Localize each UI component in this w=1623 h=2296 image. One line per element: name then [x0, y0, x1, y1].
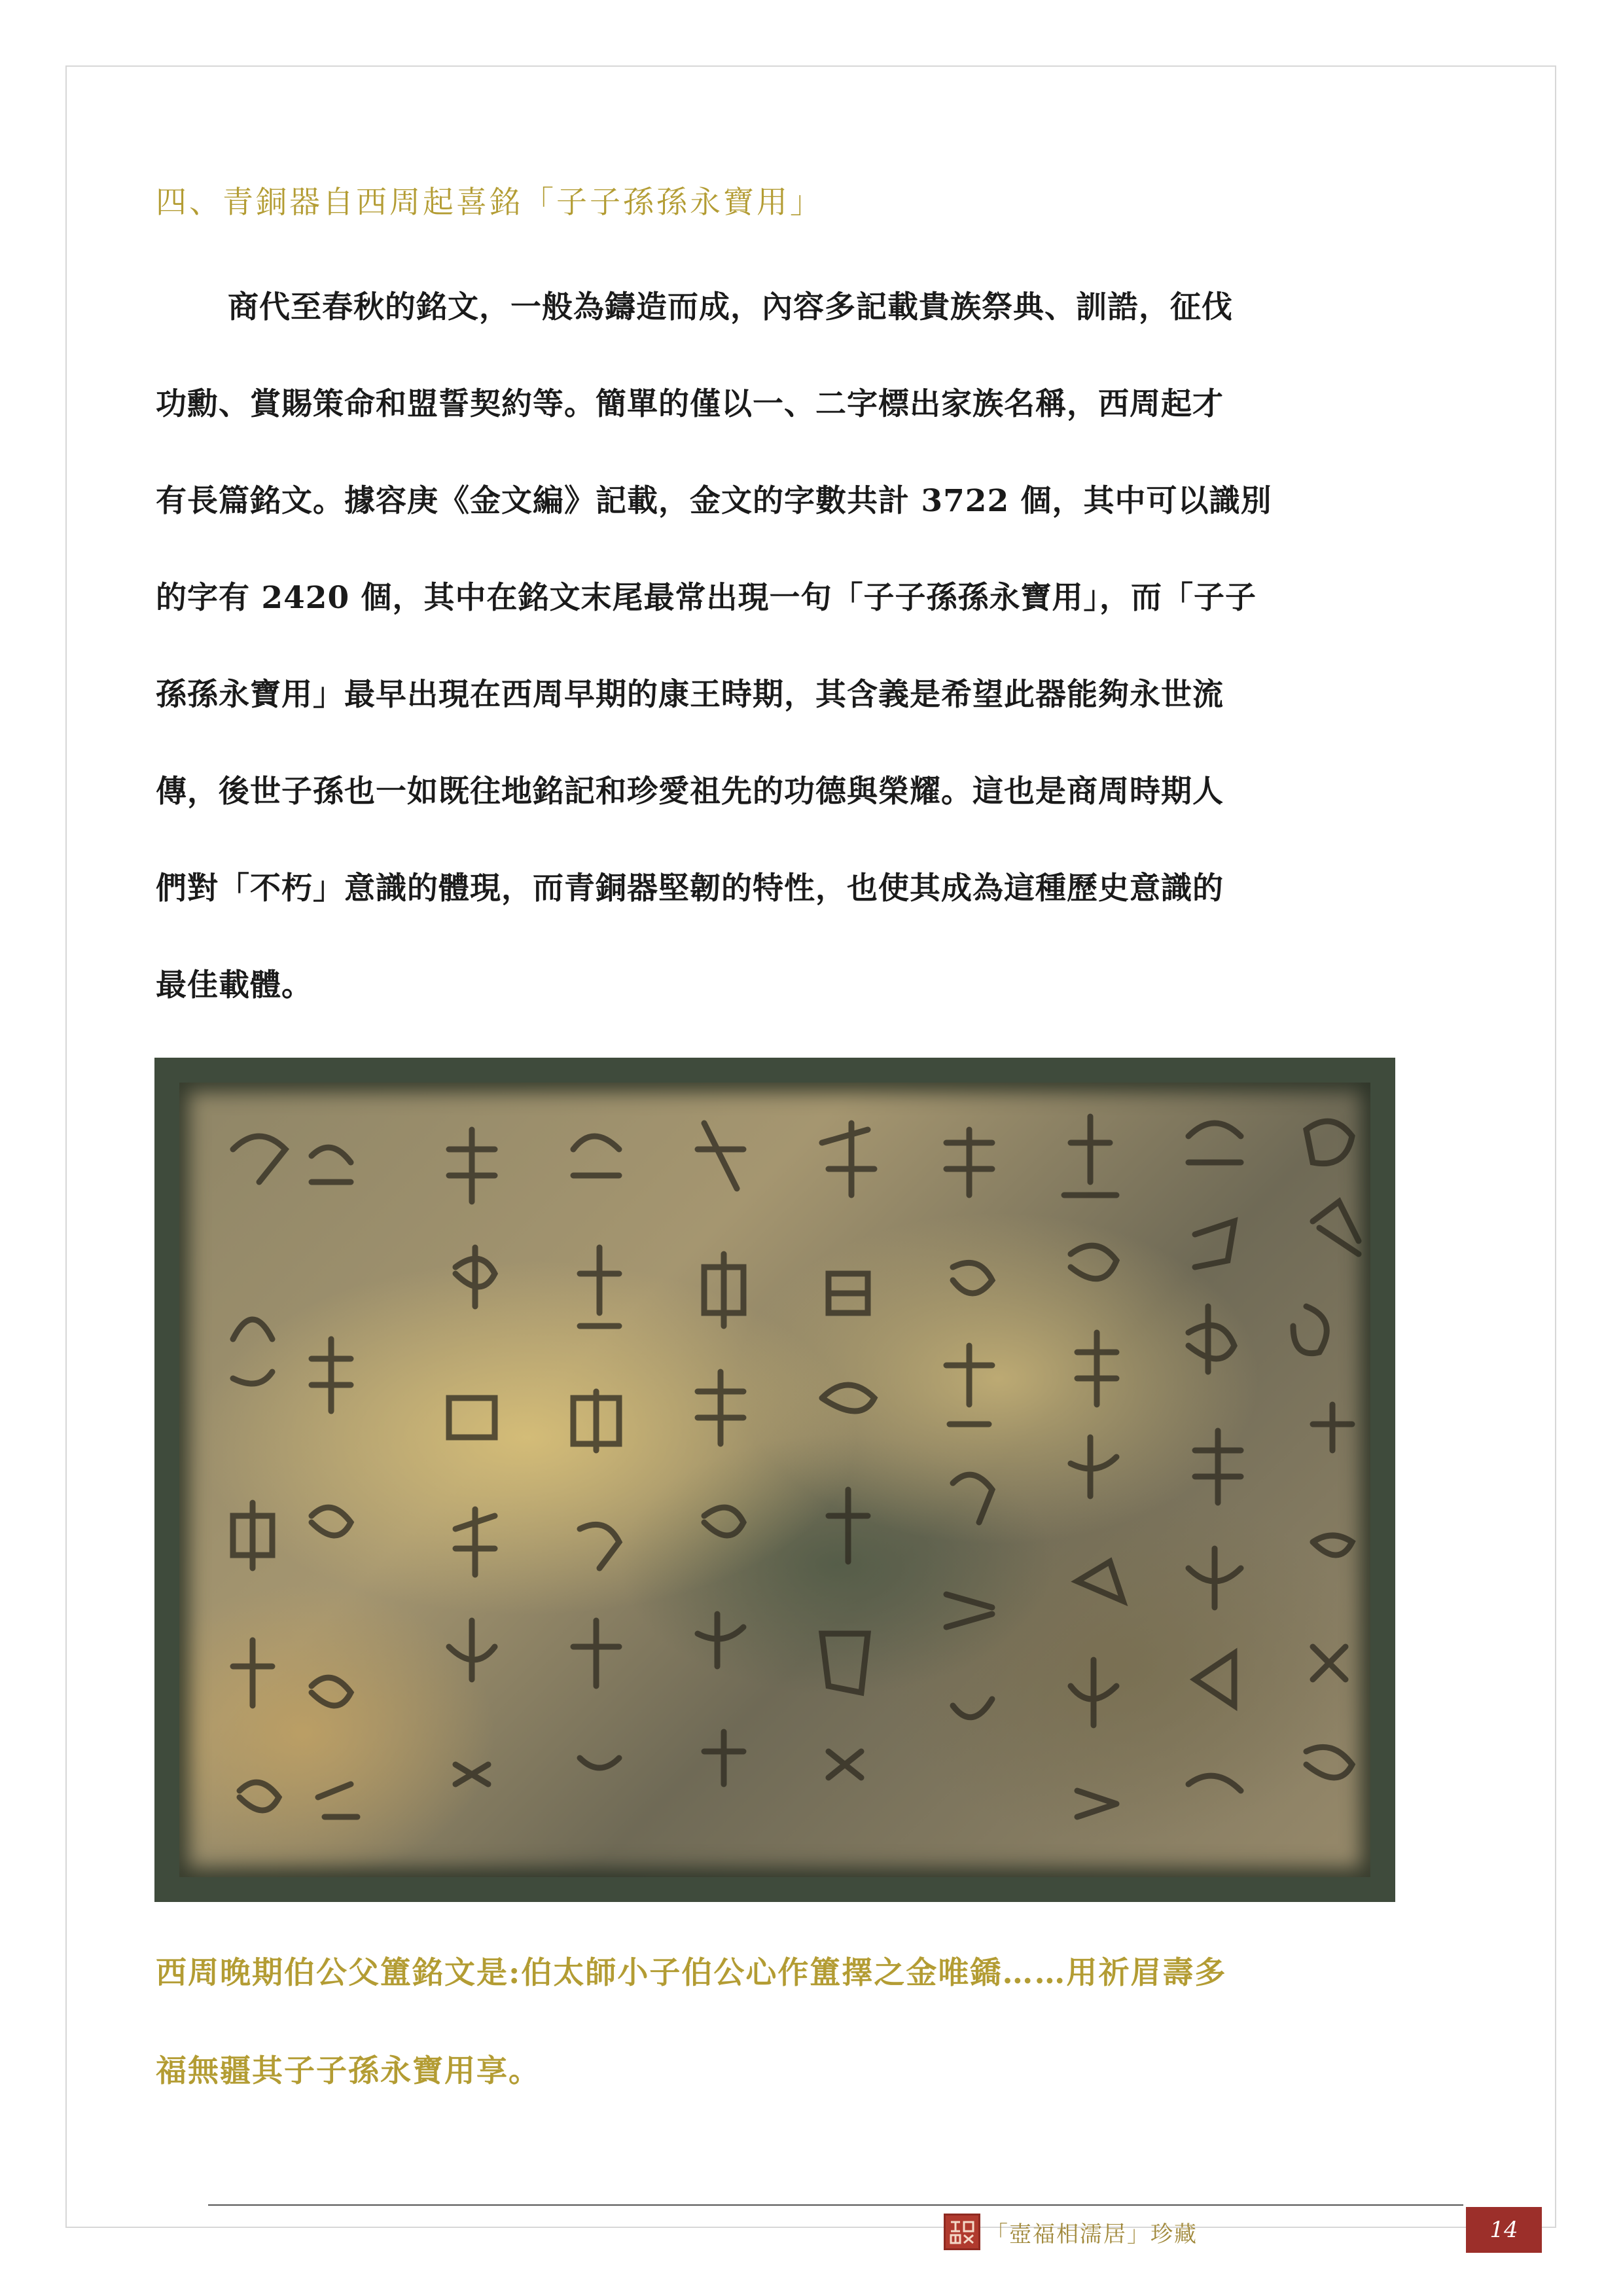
caption-line: 西周晚期伯公父簠銘文是:伯太師小子伯公心作簠擇之金唯鐈……用祈眉壽多	[156, 1955, 1227, 1991]
seal-stamp-icon	[944, 2214, 980, 2250]
body-paragraph	[156, 259, 1471, 1034]
section-heading: 四、青銅器自西周起喜銘「子子孫孫永寶用」	[156, 185, 823, 221]
caption-line: 福無疆其子子孫永寶用享。	[156, 2053, 541, 2089]
footer-collection-label: 「壺福相濡居」珍藏	[986, 2221, 1198, 2248]
body-line: 商代至春秋的銘文，一般為鑄造而成，內容多記載貴族祭典、訓誥，征伐	[228, 289, 1233, 325]
body-line: 最佳載體。	[156, 967, 313, 1003]
image-caption	[156, 1924, 1471, 2121]
body-line: 的字有 2420 個，其中在銘文末尾最常出現一句「子子孫孫永寶用」，而「子子	[156, 580, 1257, 616]
body-line: 們對「不朽」意識的體現，而青銅器堅韌的特性，也使其成為這種歷史意識的	[156, 870, 1224, 906]
inscription-glyph-texture	[154, 1058, 1395, 1902]
body-line: 功勳、賞賜策命和盟誓契約等。簡單的僅以一、二字標出家族名稱，西周起才	[156, 386, 1224, 422]
body-line: 有長篇銘文。據容庚《金文編》記載，金文的字數共計 3722 個，其中可以識別	[156, 483, 1272, 519]
body-line: 傳，後世子孫也一如既往地銘記和珍愛祖先的功德與榮耀。這也是商周時期人	[156, 774, 1224, 810]
page-number-badge: 14	[1466, 2207, 1542, 2253]
footer-divider	[208, 2204, 1463, 2206]
body-line: 孫孫永寶用」最早出現在西周早期的康王時期，其含義是希望此器能夠永世流	[156, 677, 1224, 713]
bronze-inscription-photo	[154, 1058, 1395, 1902]
